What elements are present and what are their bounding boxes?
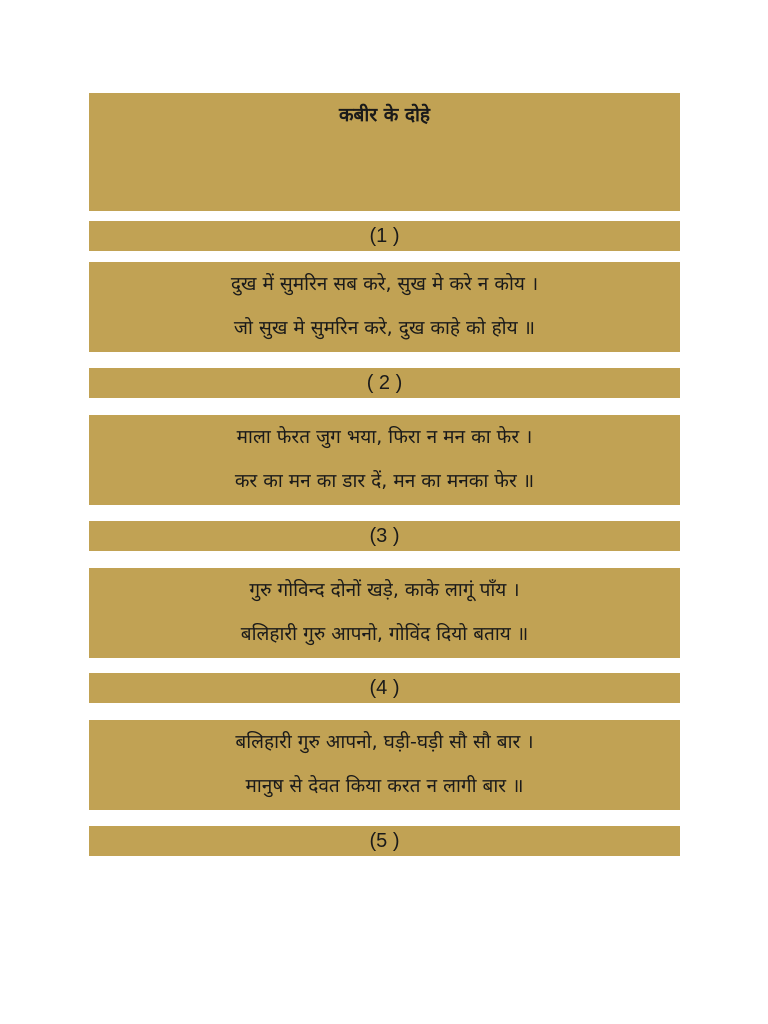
couplet-number-3: (3 ) [89, 521, 680, 551]
couplet-4-line-2: मानुष से देवत किया करत न लागी बार ॥ [245, 775, 524, 797]
page-title: कबीर के दोहे [338, 104, 431, 126]
couplet-1 [89, 262, 680, 352]
couplet-4 [89, 720, 680, 810]
couplet-1-line-1: दुख में सुमरिन सब करे, सुख मे करे न कोय । [230, 273, 539, 295]
couplet-3 [89, 568, 680, 658]
couplet-number-2: ( 2 ) [89, 368, 680, 398]
couplet-2-line-1: माला फेरत जुग भया, फिरा न मन का फेर । [236, 426, 533, 448]
couplet-1-line-2: जो सुख मे सुमरिन करे, दुख काहे को होय ॥ [233, 317, 536, 339]
couplet-2-line-2: कर का मन का डार दें, मन का मनका फेर ॥ [234, 470, 535, 492]
title-banner [89, 93, 680, 211]
couplet-3-line-2: बलिहारी गुरु आपनो, गोविंद दियो बताय ॥ [240, 623, 529, 645]
couplet-number-5: (5 ) [89, 826, 680, 856]
couplet-number-1: (1 ) [89, 221, 680, 251]
couplet-2 [89, 415, 680, 505]
couplet-number-4: (4 ) [89, 673, 680, 703]
couplet-3-line-1: गुरु गोविन्द दोनों खड़े, काके लागूं पाँय । [249, 579, 520, 601]
couplet-4-line-1: बलिहारी गुरु आपनो, घड़ी-घड़ी सौ सौ बार । [235, 731, 534, 753]
